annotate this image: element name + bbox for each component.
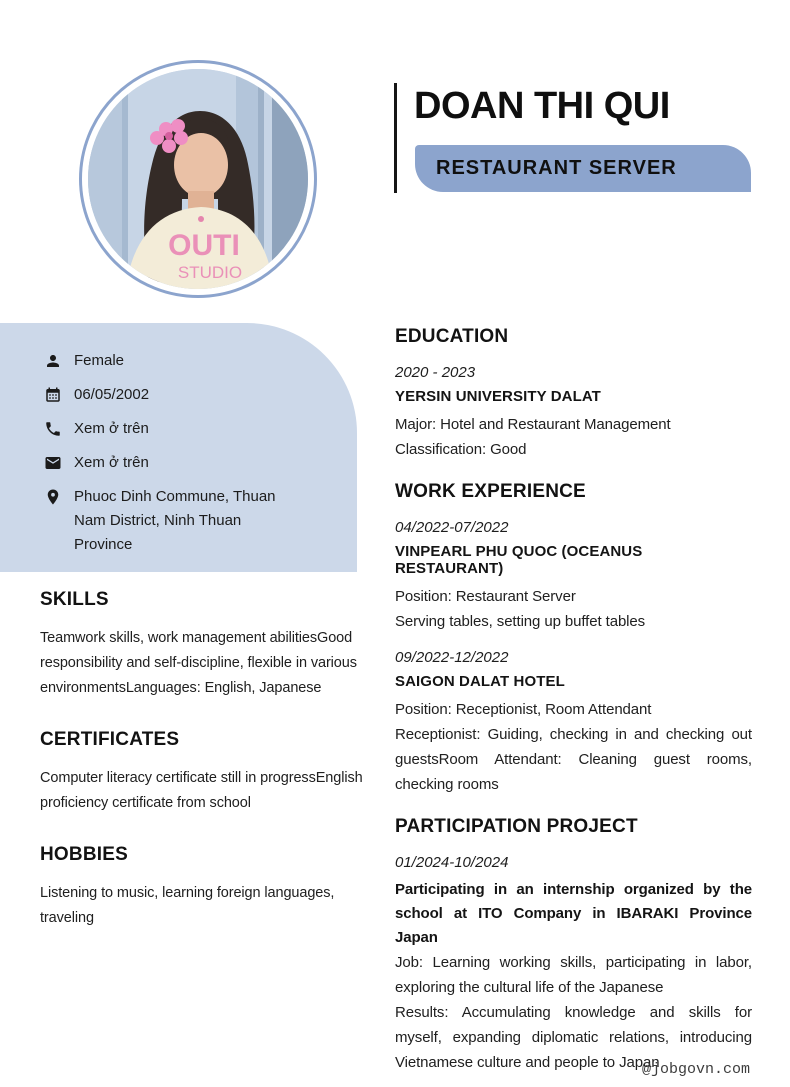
- job-title-banner: [415, 145, 751, 192]
- section-certificates: [40, 729, 368, 816]
- hobbies-body: Listening to music, learning foreign languages, traveling: [40, 885, 335, 926]
- watermark: @jobgovn.com: [641, 1061, 750, 1078]
- project-period: 01/2024-10/2024: [395, 854, 509, 871]
- job-description: Receptionist: Guiding, checking in and checking out guestsRoom Attendant: Cleaning guest rooms, checking rooms: [395, 726, 752, 793]
- contact-row-birthdate: [44, 383, 357, 406]
- skills-heading: SKILLS: [40, 589, 109, 610]
- section-skills: [40, 589, 368, 701]
- work-item: [395, 649, 752, 797]
- job-description: Serving tables, setting up buffet tables: [395, 613, 646, 630]
- photo-illustration: [88, 69, 308, 289]
- project-heading: PARTICIPATION PROJECT: [395, 816, 638, 837]
- contact-panel: [0, 323, 357, 572]
- education-school: YERSIN UNIVERSITY DALAT: [395, 388, 601, 405]
- job-position: Position: Restaurant Server: [395, 588, 576, 605]
- section-education: [395, 326, 752, 462]
- hobbies-heading: HOBBIES: [40, 844, 128, 865]
- contact-row-phone: [44, 417, 357, 440]
- education-period: 2020 - 2023: [395, 364, 476, 381]
- education-heading: EDUCATION: [395, 326, 509, 347]
- left-column: [40, 589, 368, 931]
- work-item: [395, 519, 752, 634]
- birthdate-value: 06/05/2002: [74, 386, 150, 403]
- profile-photo-frame: [79, 60, 317, 298]
- certificates-body: Computer literacy certificate still in progressEnglish proficiency certificate from school: [40, 770, 363, 811]
- skills-body: Teamwork skills, work management abilitiesGood responsibility and self-discipline, flexible in various environmentsLanguages: English, Japanese: [40, 630, 357, 696]
- job-title: RESTAURANT SERVER: [436, 157, 677, 179]
- contact-row-email: [44, 451, 357, 474]
- phone-value: Xem ở trên: [74, 420, 149, 437]
- email-icon: [44, 454, 62, 472]
- job-employer: SAIGON DALAT HOTEL: [395, 673, 565, 690]
- section-participation-project: [395, 816, 752, 1075]
- project-results: Results: Accumulating knowledge and skills for myself, expanding diplomatic relations, introducing Vietnamese culture and people to Japan: [395, 1004, 752, 1071]
- gender-value: Female: [74, 352, 125, 369]
- title-divider: [394, 83, 397, 193]
- project-job: Job: Learning working skills, participating in labor, exploring the cultural life of the Japanese: [395, 954, 752, 996]
- calendar-icon: [44, 386, 62, 404]
- job-period: 09/2022-12/2022: [395, 649, 509, 666]
- section-work-experience: [395, 481, 752, 797]
- job-employer: VINPEARL PHU QUOC (OCEANUS RESTAURANT): [395, 543, 643, 577]
- profile-photo: [88, 69, 308, 289]
- phone-icon: [44, 420, 62, 438]
- certificates-heading: CERTIFICATES: [40, 729, 180, 750]
- right-column: [395, 326, 752, 1075]
- job-position: Position: Receptionist, Room Attendant: [395, 701, 652, 718]
- project-title: Participating in an internship organized by the school at ITO Company in IBARAKI Province Japan: [395, 881, 752, 946]
- contact-row-address: [44, 485, 357, 557]
- shirt-text-line1: OUTI: [168, 229, 240, 262]
- shirt-text-line2: STUDIO: [177, 263, 243, 282]
- section-hobbies: [40, 844, 368, 931]
- education-major: Major: Hotel and Restaurant Management: [395, 416, 671, 433]
- education-classification: Classification: Good: [395, 441, 527, 458]
- address-value: Phuoc Dinh Commune, Thuan Nam District, Ninh Thuan Province: [74, 488, 276, 553]
- email-value: Xem ở trên: [74, 454, 149, 471]
- location-icon: [44, 488, 62, 506]
- work-heading: WORK EXPERIENCE: [395, 481, 586, 502]
- candidate-name: DOAN THI QUI: [414, 85, 670, 127]
- person-icon: [44, 352, 62, 370]
- job-period: 04/2022-07/2022: [395, 519, 509, 536]
- contact-row-gender: [44, 349, 357, 372]
